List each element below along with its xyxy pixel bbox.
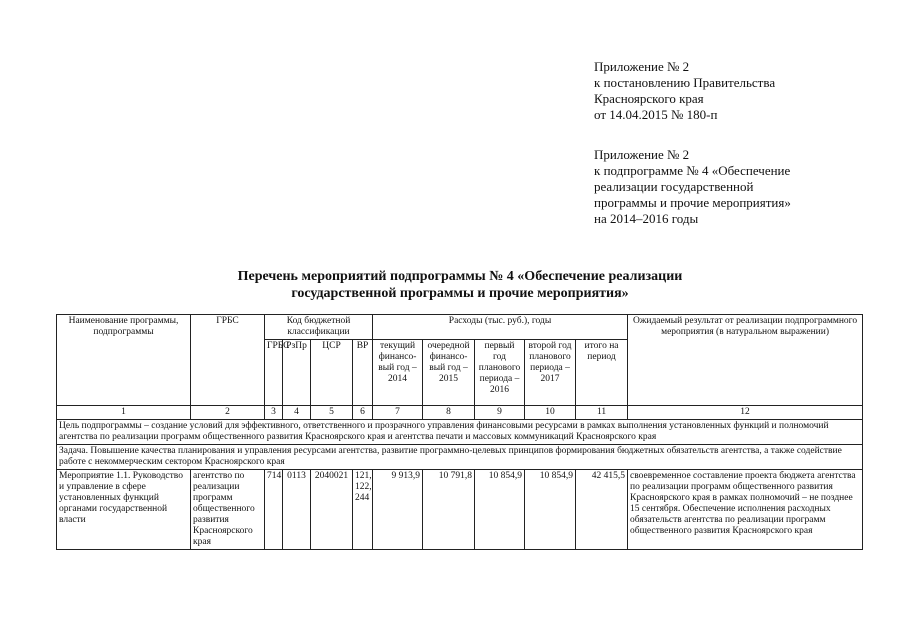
column-number: 5 [311,406,353,420]
column-number: 3 [265,406,283,420]
activity-2015: 10 791,8 [423,470,475,550]
activity-csr: 2040021 [311,470,353,550]
activities-table [56,314,863,550]
title-line: Перечень мероприятий подпрограммы № 4 «Обеспечение реализации [237,269,683,284]
subheader-2015: очередной финансо-вый год – 2015 [423,340,475,406]
goal-row [57,420,863,445]
activity-grbs-code: 714 [265,470,283,550]
header-line: Приложение № 2 [594,147,690,162]
column-number: 2 [191,406,265,420]
column-number: 1 [57,406,191,420]
subheader-csr: ЦСР [311,340,353,406]
activity-grbs: агентство по реализации программ общественного развития Красноярского края [191,470,265,550]
header-line: на 2014–2016 годы [594,211,699,226]
column-number: 8 [423,406,475,420]
subheader-rzpr: РзПр [283,340,311,406]
column-number: 7 [373,406,423,420]
subheader-total: итого на период [576,340,628,406]
header-line: Приложение № 2 [594,59,690,74]
table-header-row [57,315,863,340]
subheader-grbs: ГРБС [265,340,283,406]
activity-2016: 10 854,9 [475,470,525,550]
subprogram-task: Задача. Повышение качества планирования и управления ресурсами агентства, развитие программно-целевых принципов формирования бюджетных обязательств агентства, а также содействие работе с некоммерческим сектором Красноярского края [57,445,863,470]
column-number: 9 [475,406,525,420]
column-number: 6 [353,406,373,420]
title-line: государственной программы и прочие мероприятия» [291,286,629,301]
subprogram-goal: Цель подпрограммы – создание условий для эффективного, ответственного и прозрачного управления финансовыми ресурсами в рамках выполнения установленных функций и полномочий агентства по реализации программ общественного развития Красноярского края и агентства печати и массовых коммуникаций Красноярского края [57,420,863,445]
subheader-2016: первый год планового периода – 2016 [475,340,525,406]
subheader-vr: ВР [353,340,373,406]
activity-rzpr: 0113 [283,470,311,550]
header-name: Наименование программы, подпрограммы [57,315,191,406]
activity-result: своевременное составление проекта бюджета агентства по реализации программ общественного развития Красноярского края в рамках полномочий – не позднее 15 сентября. Обеспечение исполнения расходных обязательств агентства по реализации программ общественного развития Красноярского края [628,470,863,550]
header-line: программы и прочие мероприятия» [594,195,791,210]
activity-total: 42 415,5 [576,470,628,550]
column-number: 12 [628,406,863,420]
activity-2017: 10 854,9 [525,470,576,550]
appendix-header-resolution [594,59,775,123]
column-number: 4 [283,406,311,420]
header-line: к постановлению Правительства [594,75,776,90]
document-title [60,268,860,302]
header-result: Ожидаемый результат от реализации подпрограммного мероприятия (в натуральном выражении) [628,315,863,406]
activity-2014: 9 913,9 [373,470,423,550]
subheader-2014: текущий финансо-вый год – 2014 [373,340,423,406]
column-number: 10 [525,406,576,420]
header-line: к подпрограмме № 4 «Обеспечение [594,163,791,178]
table-row [57,470,863,550]
appendix-header-subprogram [594,147,791,227]
header-grbs: ГРБС [191,315,265,406]
column-number: 11 [576,406,628,420]
column-number-row [57,406,863,420]
header-line: Красноярского края [594,91,704,106]
header-line: от 14.04.2015 № 180-п [594,107,718,122]
task-row [57,445,863,470]
header-line: реализации государственной [594,179,754,194]
header-budget-code: Код бюджетной классификации [265,315,373,340]
subheader-2017: второй год планового периода – 2017 [525,340,576,406]
header-expenses: Расходы (тыс. руб.), годы [373,315,628,340]
activity-name: Мероприятие 1.1. Руководство и управление в сфере установленных функций органами государственной власти [57,470,191,550]
activity-vr: 121, 122, 244 [353,470,373,550]
